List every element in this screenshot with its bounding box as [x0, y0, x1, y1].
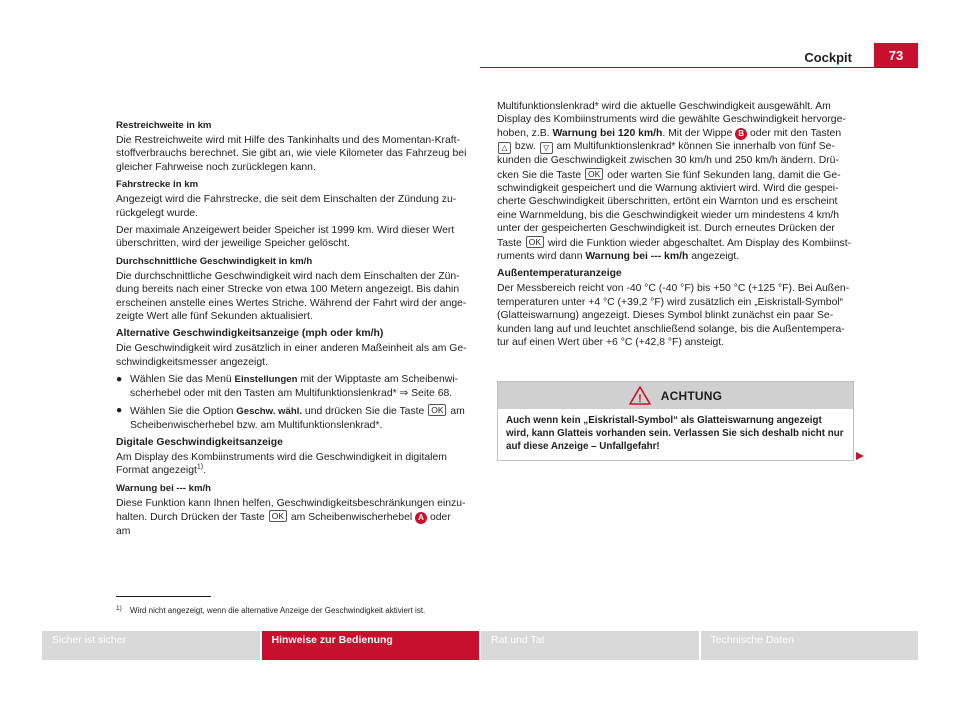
ui-menu-name: Einstellungen: [234, 374, 298, 386]
ok-key-icon: OK: [585, 168, 603, 180]
bullet-item: [116, 373, 468, 400]
bullet-icon: ●: [116, 405, 123, 417]
display-text: Warnung bei --- km/h: [585, 251, 689, 263]
paragraph-warnung-continued: Multifunktionslenkrad* wird die aktuelle Geschwindigkeit ausgewählt. Am Display des Kombiinstruments wird die gewählte Geschwindigkeit hervorgehoben, z.B. Warnung bei 120 km/h. Mit der Wippe B oder mit den Tasten △ bzw. ▽ am Multifunktionslenkrad* können Sie innerhalb von fünf Sekunden die Geschwindigkeit zwischen 30 km/h und 250 km/h ändern. Drücken Sie die Taste OK oder warten Sie fünf Sekunden lang, damit die Geschwindigkeit gespeichert und die Warnung aktiviert wird. Wird die gespeicherte Geschwindigkeit überschritten, ertönt ein Warnton und es erscheint eine Warnmeldung, bis die Geschwindigkeit wieder um mindestens 4 km/h unter der gespeicherten Geschwindigkeit ist. Durch erneutes Drücken der Taste OK wird die Funktion wieder abgeschaltet. Am Display des Kombiinstruments wird dann Warnung bei --- km/h angezeigt.: [497, 101, 852, 263]
paragraph-digital: Am Display des Kombiinstruments wird die Geschwindigkeit in digitalem Format angezeigt$^{1)}$.: [116, 451, 447, 477]
warning-header: [498, 382, 853, 409]
warning-text: Auch wenn kein „Eiskristall-Symbol“ als Glatteiswarnung angezeigt wird, kann Glatteis vorhanden sein. Verlassen Sie sich deshalb nicht nur auf diese Anzeige – Unfallgefahr!: [506, 415, 844, 452]
tab-rat-und-tat[interactable]: Rat und Tat: [481, 631, 699, 660]
bullet-text: Wählen Sie das Menü Einstellungen mit der Wipptaste am Scheibenwischerhebel oder mit den Tasten am Multifunktionslenkrad* ⇒ Seite 68.: [130, 374, 458, 399]
warning-triangle-icon: [629, 386, 651, 405]
footnote-rule: [116, 596, 211, 597]
paragraph-max-value: Der maximale Anzeigewert beider Speicher ist 1999 km. Wird dieser Wert überschritten, wird der jeweilige Speicher gelöscht.: [116, 225, 455, 250]
page-number: 73: [874, 43, 918, 68]
bullet-icon: ●: [116, 374, 123, 386]
warning-box: [497, 381, 854, 461]
heading-durchschnitt: Durchschnittliche Geschwindigkeit in km/h: [116, 255, 313, 267]
section-title: Cockpit: [804, 50, 852, 65]
bullet-item: [116, 404, 468, 432]
footer-nav: [42, 631, 918, 660]
footnote: [116, 603, 425, 616]
ok-key-icon: OK: [269, 510, 287, 522]
paragraph-alternativ: Die Geschwindigkeit wird zusätzlich in einer anderen Maßeinheit als am Geschwindigkeitsmesser angezeigt.: [116, 343, 467, 368]
right-column: [497, 100, 853, 354]
label-a-icon: A: [415, 512, 427, 524]
down-key-icon: ▽: [540, 142, 553, 154]
tab-technische-daten[interactable]: Technische Daten: [701, 631, 919, 660]
continue-arrow-icon: [856, 452, 864, 460]
ui-option-name: Geschw. wähl.: [236, 406, 303, 418]
footnote-text: Wird nicht angezeigt, wenn die alternative Anzeige der Geschwindigkeit aktiviert ist.: [130, 606, 426, 615]
heading-digital: Digitale Geschwindigkeitsanzeige: [116, 436, 283, 448]
warning-title: ACHTUNG: [660, 388, 723, 403]
label-b-icon: B: [735, 128, 747, 140]
header-rule: [480, 67, 918, 68]
paragraph-warnung: Diese Funktion kann Ihnen helfen, Geschwindigkeitsbeschränkungen einzuhalten. Durch Drücken der Taste OK am Scheibenwischerhebel A oder am: [116, 497, 466, 537]
heading-fahrstrecke: Fahrstrecke in km: [116, 179, 199, 191]
ok-key-icon: OK: [428, 404, 446, 416]
heading-restreichweite: Restreichweite in km: [116, 120, 212, 131]
heading-aussentemperatur: Außentemperaturanzeige: [497, 268, 622, 280]
heading-warnung: Warnung bei --- km/h: [116, 482, 212, 494]
tab-sicher-ist-sicher[interactable]: Sicher ist sicher: [42, 631, 260, 660]
left-column: [116, 116, 468, 542]
paragraph-aussentemperatur: Der Messbereich reicht von -40 °C (-40 °F) bis +50 °C (+125 °F). Bei Außentemperaturen unter +4 °C (+39,2 °F) wird zusätzlich ein „Eiskristall-Symbol“ (Glatteiswarnung) angezeigt. Dieses Symbol blinkt zunächst ein paar Sekunden lang auf und leuchtet anschließend solange, bis die Außentemperatur auf einen Wert über +6 °C (+42,8 °F) ansteigt.: [497, 283, 850, 349]
svg-text:!: !: [637, 393, 642, 405]
tab-hinweise-zur-bedienung[interactable]: Hinweise zur Bedienung: [262, 631, 480, 660]
paragraph-fahrstrecke: Angezeigt wird die Fahrstrecke, die seit dem Einschalten der Zündung zurückgelegt wurde.: [116, 194, 457, 219]
ok-key-icon: OK: [526, 236, 544, 248]
footnote-mark: 1): [116, 605, 122, 612]
paragraph-durchschnitt: Die durchschnittliche Geschwindigkeit wird nach dem Einschalten der Zündung bereits nach einer Strecke von etwa 100 Metern angezeigt. Bis dahin erscheinen anstelle eines Wertes Striche. Während der Fahrt wird der angezeigte Wert alle fünf Sekunden aktualisiert.: [116, 270, 467, 323]
paragraph-restreichweite: Die Restreichweite wird mit Hilfe des Tankinhalts und des Momentan-Kraftstoffverbrauchs berechnet. Sie gibt an, wie viele Kilometer das Fahrzeug bei gleicher Fahrweise noch zurücklegen kann.: [116, 135, 467, 173]
footnote-ref: 1): [196, 463, 204, 471]
bullet-text: Wählen Sie die Option Geschw. wähl. und drücken Sie die Taste OK am Scheibenwischerhebel bzw. am Multifunktionslenkrad*.: [130, 405, 465, 431]
up-key-icon: △: [498, 142, 511, 154]
display-text: Warnung bei 120 km/h: [552, 127, 663, 139]
heading-alternativ: Alternative Geschwindigkeitsanzeige (mph oder km/h): [116, 328, 384, 340]
